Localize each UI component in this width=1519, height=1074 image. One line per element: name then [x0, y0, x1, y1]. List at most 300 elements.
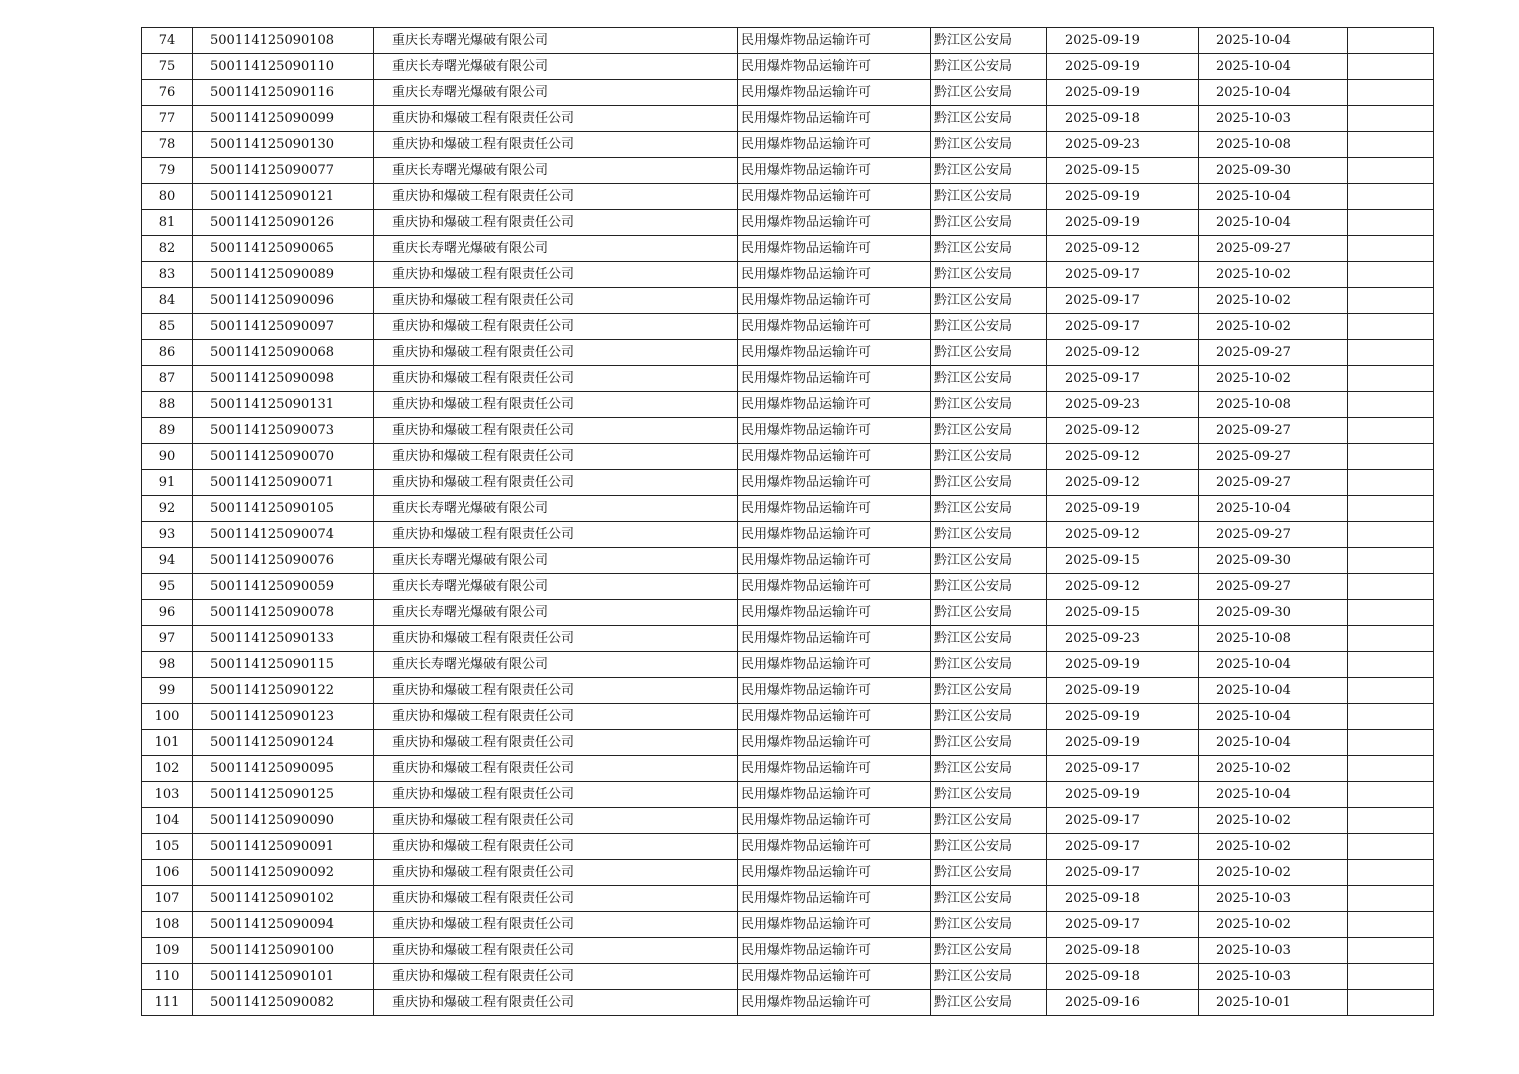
row-number: 92 — [142, 496, 193, 522]
remarks-cell — [1348, 132, 1434, 158]
permit-code: 500114125090101 — [193, 964, 374, 990]
table-row — [142, 574, 1434, 600]
remarks-cell — [1348, 80, 1434, 106]
issuing-authority: 黔江区公安局 — [931, 392, 1047, 418]
remarks-cell — [1348, 574, 1434, 600]
issue-date: 2025-09-18 — [1047, 964, 1199, 990]
expiry-date: 2025-10-02 — [1199, 262, 1348, 288]
company-name: 重庆协和爆破工程有限责任公司 — [374, 886, 738, 912]
table-row — [142, 756, 1434, 782]
row-number: 94 — [142, 548, 193, 574]
issuing-authority: 黔江区公安局 — [931, 964, 1047, 990]
row-number: 96 — [142, 600, 193, 626]
permit-type: 民用爆炸物品运输许可 — [738, 392, 931, 418]
expiry-date: 2025-09-27 — [1199, 340, 1348, 366]
permit-type: 民用爆炸物品运输许可 — [738, 704, 931, 730]
company-name: 重庆长寿曙光爆破有限公司 — [374, 158, 738, 184]
issuing-authority: 黔江区公安局 — [931, 158, 1047, 184]
issuing-authority: 黔江区公安局 — [931, 444, 1047, 470]
permit-type: 民用爆炸物品运输许可 — [738, 106, 931, 132]
company-name: 重庆协和爆破工程有限责任公司 — [374, 964, 738, 990]
remarks-cell — [1348, 912, 1434, 938]
permit-code: 500114125090124 — [193, 730, 374, 756]
row-number: 110 — [142, 964, 193, 990]
remarks-cell — [1348, 444, 1434, 470]
permit-type: 民用爆炸物品运输许可 — [738, 366, 931, 392]
issuing-authority: 黔江区公安局 — [931, 730, 1047, 756]
expiry-date: 2025-10-01 — [1199, 990, 1348, 1016]
expiry-date: 2025-10-02 — [1199, 366, 1348, 392]
row-number: 91 — [142, 470, 193, 496]
permit-type: 民用爆炸物品运输许可 — [738, 886, 931, 912]
row-number: 77 — [142, 106, 193, 132]
expiry-date: 2025-10-02 — [1199, 860, 1348, 886]
row-number: 106 — [142, 860, 193, 886]
issue-date: 2025-09-19 — [1047, 496, 1199, 522]
row-number: 107 — [142, 886, 193, 912]
company-name: 重庆协和爆破工程有限责任公司 — [374, 938, 738, 964]
table-row — [142, 834, 1434, 860]
expiry-date: 2025-10-04 — [1199, 496, 1348, 522]
permit-type: 民用爆炸物品运输许可 — [738, 600, 931, 626]
issuing-authority: 黔江区公安局 — [931, 808, 1047, 834]
issue-date: 2025-09-23 — [1047, 392, 1199, 418]
issue-date: 2025-09-19 — [1047, 652, 1199, 678]
table-row — [142, 210, 1434, 236]
remarks-cell — [1348, 392, 1434, 418]
table-row — [142, 366, 1434, 392]
company-name: 重庆协和爆破工程有限责任公司 — [374, 132, 738, 158]
permit-table-body — [142, 28, 1434, 1016]
row-number: 93 — [142, 522, 193, 548]
table-row — [142, 418, 1434, 444]
issue-date: 2025-09-17 — [1047, 912, 1199, 938]
issuing-authority: 黔江区公安局 — [931, 132, 1047, 158]
issuing-authority: 黔江区公安局 — [931, 366, 1047, 392]
table-row — [142, 496, 1434, 522]
issuing-authority: 黔江区公安局 — [931, 574, 1047, 600]
remarks-cell — [1348, 28, 1434, 54]
remarks-cell — [1348, 236, 1434, 262]
permit-code: 500114125090123 — [193, 704, 374, 730]
issue-date: 2025-09-17 — [1047, 288, 1199, 314]
permit-type: 民用爆炸物品运输许可 — [738, 938, 931, 964]
row-number: 87 — [142, 366, 193, 392]
issue-date: 2025-09-19 — [1047, 678, 1199, 704]
company-name: 重庆协和爆破工程有限责任公司 — [374, 626, 738, 652]
issuing-authority: 黔江区公安局 — [931, 834, 1047, 860]
issuing-authority: 黔江区公安局 — [931, 938, 1047, 964]
table-row — [142, 782, 1434, 808]
table-row — [142, 626, 1434, 652]
permit-type: 民用爆炸物品运输许可 — [738, 340, 931, 366]
issuing-authority: 黔江区公安局 — [931, 80, 1047, 106]
remarks-cell — [1348, 808, 1434, 834]
table-row — [142, 964, 1434, 990]
row-number: 81 — [142, 210, 193, 236]
row-number: 89 — [142, 418, 193, 444]
permit-type: 民用爆炸物品运输许可 — [738, 964, 931, 990]
remarks-cell — [1348, 964, 1434, 990]
expiry-date: 2025-09-27 — [1199, 470, 1348, 496]
company-name: 重庆协和爆破工程有限责任公司 — [374, 288, 738, 314]
permit-code: 500114125090115 — [193, 652, 374, 678]
expiry-date: 2025-09-27 — [1199, 574, 1348, 600]
company-name: 重庆协和爆破工程有限责任公司 — [374, 418, 738, 444]
permit-type: 民用爆炸物品运输许可 — [738, 678, 931, 704]
permit-type: 民用爆炸物品运输许可 — [738, 288, 931, 314]
permit-code: 500114125090092 — [193, 860, 374, 886]
issue-date: 2025-09-12 — [1047, 444, 1199, 470]
issuing-authority: 黔江区公安局 — [931, 522, 1047, 548]
issuing-authority: 黔江区公安局 — [931, 262, 1047, 288]
company-name: 重庆协和爆破工程有限责任公司 — [374, 834, 738, 860]
company-name: 重庆协和爆破工程有限责任公司 — [374, 184, 738, 210]
table-row — [142, 600, 1434, 626]
issue-date: 2025-09-17 — [1047, 314, 1199, 340]
issuing-authority: 黔江区公安局 — [931, 860, 1047, 886]
permit-code: 500114125090076 — [193, 548, 374, 574]
table-row — [142, 808, 1434, 834]
remarks-cell — [1348, 678, 1434, 704]
remarks-cell — [1348, 626, 1434, 652]
company-name: 重庆协和爆破工程有限责任公司 — [374, 470, 738, 496]
permit-type: 民用爆炸物品运输许可 — [738, 522, 931, 548]
permit-type: 民用爆炸物品运输许可 — [738, 54, 931, 80]
remarks-cell — [1348, 262, 1434, 288]
expiry-date: 2025-09-27 — [1199, 236, 1348, 262]
remarks-cell — [1348, 470, 1434, 496]
issue-date: 2025-09-19 — [1047, 184, 1199, 210]
expiry-date: 2025-10-04 — [1199, 782, 1348, 808]
table-row — [142, 80, 1434, 106]
company-name: 重庆长寿曙光爆破有限公司 — [374, 28, 738, 54]
table-row — [142, 886, 1434, 912]
remarks-cell — [1348, 158, 1434, 184]
issuing-authority: 黔江区公安局 — [931, 470, 1047, 496]
table-row — [142, 522, 1434, 548]
issuing-authority: 黔江区公安局 — [931, 106, 1047, 132]
company-name: 重庆长寿曙光爆破有限公司 — [374, 54, 738, 80]
issue-date: 2025-09-23 — [1047, 132, 1199, 158]
expiry-date: 2025-09-30 — [1199, 158, 1348, 184]
expiry-date: 2025-10-02 — [1199, 912, 1348, 938]
company-name: 重庆协和爆破工程有限责任公司 — [374, 314, 738, 340]
table-row — [142, 444, 1434, 470]
expiry-date: 2025-10-03 — [1199, 886, 1348, 912]
remarks-cell — [1348, 106, 1434, 132]
issue-date: 2025-09-17 — [1047, 834, 1199, 860]
row-number: 95 — [142, 574, 193, 600]
row-number: 98 — [142, 652, 193, 678]
issuing-authority: 黔江区公安局 — [931, 54, 1047, 80]
table-row — [142, 184, 1434, 210]
row-number: 103 — [142, 782, 193, 808]
permit-code: 500114125090098 — [193, 366, 374, 392]
remarks-cell — [1348, 886, 1434, 912]
issuing-authority: 黔江区公安局 — [931, 548, 1047, 574]
expiry-date: 2025-10-03 — [1199, 964, 1348, 990]
remarks-cell — [1348, 496, 1434, 522]
issue-date: 2025-09-19 — [1047, 782, 1199, 808]
row-number: 88 — [142, 392, 193, 418]
row-number: 83 — [142, 262, 193, 288]
expiry-date: 2025-10-04 — [1199, 54, 1348, 80]
issue-date: 2025-09-12 — [1047, 574, 1199, 600]
permit-code: 500114125090089 — [193, 262, 374, 288]
remarks-cell — [1348, 314, 1434, 340]
issue-date: 2025-09-12 — [1047, 340, 1199, 366]
remarks-cell — [1348, 730, 1434, 756]
row-number: 105 — [142, 834, 193, 860]
permit-code: 500114125090082 — [193, 990, 374, 1016]
permit-type: 民用爆炸物品运输许可 — [738, 834, 931, 860]
issue-date: 2025-09-12 — [1047, 470, 1199, 496]
row-number: 74 — [142, 28, 193, 54]
issue-date: 2025-09-19 — [1047, 80, 1199, 106]
expiry-date: 2025-09-30 — [1199, 548, 1348, 574]
remarks-cell — [1348, 990, 1434, 1016]
remarks-cell — [1348, 54, 1434, 80]
company-name: 重庆协和爆破工程有限责任公司 — [374, 704, 738, 730]
row-number: 104 — [142, 808, 193, 834]
company-name: 重庆协和爆破工程有限责任公司 — [374, 106, 738, 132]
remarks-cell — [1348, 288, 1434, 314]
issuing-authority: 黔江区公安局 — [931, 288, 1047, 314]
issue-date: 2025-09-18 — [1047, 106, 1199, 132]
company-name: 重庆协和爆破工程有限责任公司 — [374, 444, 738, 470]
row-number: 84 — [142, 288, 193, 314]
permit-type: 民用爆炸物品运输许可 — [738, 990, 931, 1016]
expiry-date: 2025-10-02 — [1199, 808, 1348, 834]
permit-type: 民用爆炸物品运输许可 — [738, 808, 931, 834]
table-row — [142, 132, 1434, 158]
table-row — [142, 912, 1434, 938]
permit-type: 民用爆炸物品运输许可 — [738, 912, 931, 938]
permit-code: 500114125090090 — [193, 808, 374, 834]
permit-code: 500114125090073 — [193, 418, 374, 444]
table-row — [142, 314, 1434, 340]
permit-type: 民用爆炸物品运输许可 — [738, 80, 931, 106]
permit-type: 民用爆炸物品运输许可 — [738, 730, 931, 756]
permit-type: 民用爆炸物品运输许可 — [738, 444, 931, 470]
permit-code: 500114125090099 — [193, 106, 374, 132]
table-row — [142, 262, 1434, 288]
permit-code: 500114125090110 — [193, 54, 374, 80]
permit-type: 民用爆炸物品运输许可 — [738, 210, 931, 236]
permit-code: 500114125090091 — [193, 834, 374, 860]
issue-date: 2025-09-23 — [1047, 626, 1199, 652]
company-name: 重庆长寿曙光爆破有限公司 — [374, 236, 738, 262]
expiry-date: 2025-10-02 — [1199, 834, 1348, 860]
table-row — [142, 340, 1434, 366]
issuing-authority: 黔江区公安局 — [931, 678, 1047, 704]
table-row — [142, 158, 1434, 184]
company-name: 重庆长寿曙光爆破有限公司 — [374, 574, 738, 600]
table-row — [142, 106, 1434, 132]
permit-type: 民用爆炸物品运输许可 — [738, 236, 931, 262]
table-row — [142, 28, 1434, 54]
company-name: 重庆协和爆破工程有限责任公司 — [374, 730, 738, 756]
row-number: 79 — [142, 158, 193, 184]
permit-code: 500114125090097 — [193, 314, 374, 340]
issuing-authority: 黔江区公安局 — [931, 314, 1047, 340]
row-number: 86 — [142, 340, 193, 366]
permit-code: 500114125090116 — [193, 80, 374, 106]
permit-table — [141, 27, 1434, 1016]
issue-date: 2025-09-12 — [1047, 236, 1199, 262]
issuing-authority: 黔江区公安局 — [931, 418, 1047, 444]
permit-code: 500114125090130 — [193, 132, 374, 158]
company-name: 重庆协和爆破工程有限责任公司 — [374, 912, 738, 938]
permit-code: 500114125090071 — [193, 470, 374, 496]
permit-type: 民用爆炸物品运输许可 — [738, 314, 931, 340]
row-number: 76 — [142, 80, 193, 106]
row-number: 80 — [142, 184, 193, 210]
issuing-authority: 黔江区公安局 — [931, 210, 1047, 236]
issuing-authority: 黔江区公安局 — [931, 236, 1047, 262]
issue-date: 2025-09-19 — [1047, 210, 1199, 236]
issuing-authority: 黔江区公安局 — [931, 28, 1047, 54]
company-name: 重庆协和爆破工程有限责任公司 — [374, 808, 738, 834]
row-number: 108 — [142, 912, 193, 938]
issue-date: 2025-09-18 — [1047, 886, 1199, 912]
permit-code: 500114125090102 — [193, 886, 374, 912]
company-name: 重庆协和爆破工程有限责任公司 — [374, 262, 738, 288]
permit-type: 民用爆炸物品运输许可 — [738, 652, 931, 678]
issue-date: 2025-09-15 — [1047, 548, 1199, 574]
table-row — [142, 652, 1434, 678]
permit-code: 500114125090105 — [193, 496, 374, 522]
permit-code: 500114125090095 — [193, 756, 374, 782]
expiry-date: 2025-10-04 — [1199, 652, 1348, 678]
permit-code: 500114125090094 — [193, 912, 374, 938]
permit-code: 500114125090065 — [193, 236, 374, 262]
expiry-date: 2025-10-02 — [1199, 288, 1348, 314]
permit-code: 500114125090074 — [193, 522, 374, 548]
issue-date: 2025-09-19 — [1047, 54, 1199, 80]
issue-date: 2025-09-19 — [1047, 704, 1199, 730]
company-name: 重庆协和爆破工程有限责任公司 — [374, 392, 738, 418]
permit-type: 民用爆炸物品运输许可 — [738, 184, 931, 210]
table-row — [142, 288, 1434, 314]
issuing-authority: 黔江区公安局 — [931, 496, 1047, 522]
expiry-date: 2025-10-04 — [1199, 80, 1348, 106]
issuing-authority: 黔江区公安局 — [931, 782, 1047, 808]
permit-type: 民用爆炸物品运输许可 — [738, 470, 931, 496]
expiry-date: 2025-10-04 — [1199, 730, 1348, 756]
expiry-date: 2025-10-04 — [1199, 210, 1348, 236]
permit-code: 500114125090070 — [193, 444, 374, 470]
permit-type: 民用爆炸物品运输许可 — [738, 132, 931, 158]
table-row — [142, 678, 1434, 704]
remarks-cell — [1348, 652, 1434, 678]
issuing-authority: 黔江区公安局 — [931, 756, 1047, 782]
table-row — [142, 990, 1434, 1016]
issuing-authority: 黔江区公安局 — [931, 626, 1047, 652]
issue-date: 2025-09-15 — [1047, 600, 1199, 626]
issuing-authority: 黔江区公安局 — [931, 990, 1047, 1016]
issuing-authority: 黔江区公安局 — [931, 652, 1047, 678]
permit-code: 500114125090059 — [193, 574, 374, 600]
remarks-cell — [1348, 548, 1434, 574]
issuing-authority: 黔江区公安局 — [931, 704, 1047, 730]
permit-code: 500114125090100 — [193, 938, 374, 964]
permit-code: 500114125090131 — [193, 392, 374, 418]
company-name: 重庆协和爆破工程有限责任公司 — [374, 210, 738, 236]
issue-date: 2025-09-19 — [1047, 730, 1199, 756]
expiry-date: 2025-10-02 — [1199, 756, 1348, 782]
remarks-cell — [1348, 418, 1434, 444]
row-number: 109 — [142, 938, 193, 964]
expiry-date: 2025-10-04 — [1199, 184, 1348, 210]
remarks-cell — [1348, 938, 1434, 964]
permit-type: 民用爆炸物品运输许可 — [738, 782, 931, 808]
company-name: 重庆协和爆破工程有限责任公司 — [374, 990, 738, 1016]
permit-type: 民用爆炸物品运输许可 — [738, 28, 931, 54]
company-name: 重庆协和爆破工程有限责任公司 — [374, 366, 738, 392]
remarks-cell — [1348, 704, 1434, 730]
row-number: 78 — [142, 132, 193, 158]
expiry-date: 2025-10-08 — [1199, 626, 1348, 652]
permit-type: 民用爆炸物品运输许可 — [738, 158, 931, 184]
row-number: 90 — [142, 444, 193, 470]
table-row — [142, 548, 1434, 574]
permit-code: 500114125090096 — [193, 288, 374, 314]
permit-type: 民用爆炸物品运输许可 — [738, 548, 931, 574]
expiry-date: 2025-09-27 — [1199, 444, 1348, 470]
remarks-cell — [1348, 782, 1434, 808]
permit-code: 500114125090125 — [193, 782, 374, 808]
table-row — [142, 860, 1434, 886]
permit-code: 500114125090108 — [193, 28, 374, 54]
expiry-date: 2025-09-30 — [1199, 600, 1348, 626]
issuing-authority: 黔江区公安局 — [931, 340, 1047, 366]
table-row — [142, 704, 1434, 730]
company-name: 重庆协和爆破工程有限责任公司 — [374, 782, 738, 808]
permit-code: 500114125090122 — [193, 678, 374, 704]
company-name: 重庆长寿曙光爆破有限公司 — [374, 496, 738, 522]
expiry-date: 2025-10-04 — [1199, 704, 1348, 730]
remarks-cell — [1348, 834, 1434, 860]
remarks-cell — [1348, 756, 1434, 782]
issue-date: 2025-09-17 — [1047, 756, 1199, 782]
issue-date: 2025-09-19 — [1047, 28, 1199, 54]
company-name: 重庆长寿曙光爆破有限公司 — [374, 548, 738, 574]
expiry-date: 2025-10-04 — [1199, 678, 1348, 704]
permit-type: 民用爆炸物品运输许可 — [738, 860, 931, 886]
expiry-date: 2025-10-04 — [1199, 28, 1348, 54]
expiry-date: 2025-10-03 — [1199, 938, 1348, 964]
table-row — [142, 730, 1434, 756]
row-number: 85 — [142, 314, 193, 340]
remarks-cell — [1348, 210, 1434, 236]
row-number: 97 — [142, 626, 193, 652]
issue-date: 2025-09-12 — [1047, 418, 1199, 444]
company-name: 重庆长寿曙光爆破有限公司 — [374, 600, 738, 626]
issuing-authority: 黔江区公安局 — [931, 600, 1047, 626]
issuing-authority: 黔江区公安局 — [931, 912, 1047, 938]
remarks-cell — [1348, 860, 1434, 886]
expiry-date: 2025-10-03 — [1199, 106, 1348, 132]
issue-date: 2025-09-17 — [1047, 262, 1199, 288]
issue-date: 2025-09-18 — [1047, 938, 1199, 964]
permit-type: 民用爆炸物品运输许可 — [738, 626, 931, 652]
remarks-cell — [1348, 600, 1434, 626]
company-name: 重庆长寿曙光爆破有限公司 — [374, 652, 738, 678]
expiry-date: 2025-09-27 — [1199, 522, 1348, 548]
company-name: 重庆长寿曙光爆破有限公司 — [374, 80, 738, 106]
